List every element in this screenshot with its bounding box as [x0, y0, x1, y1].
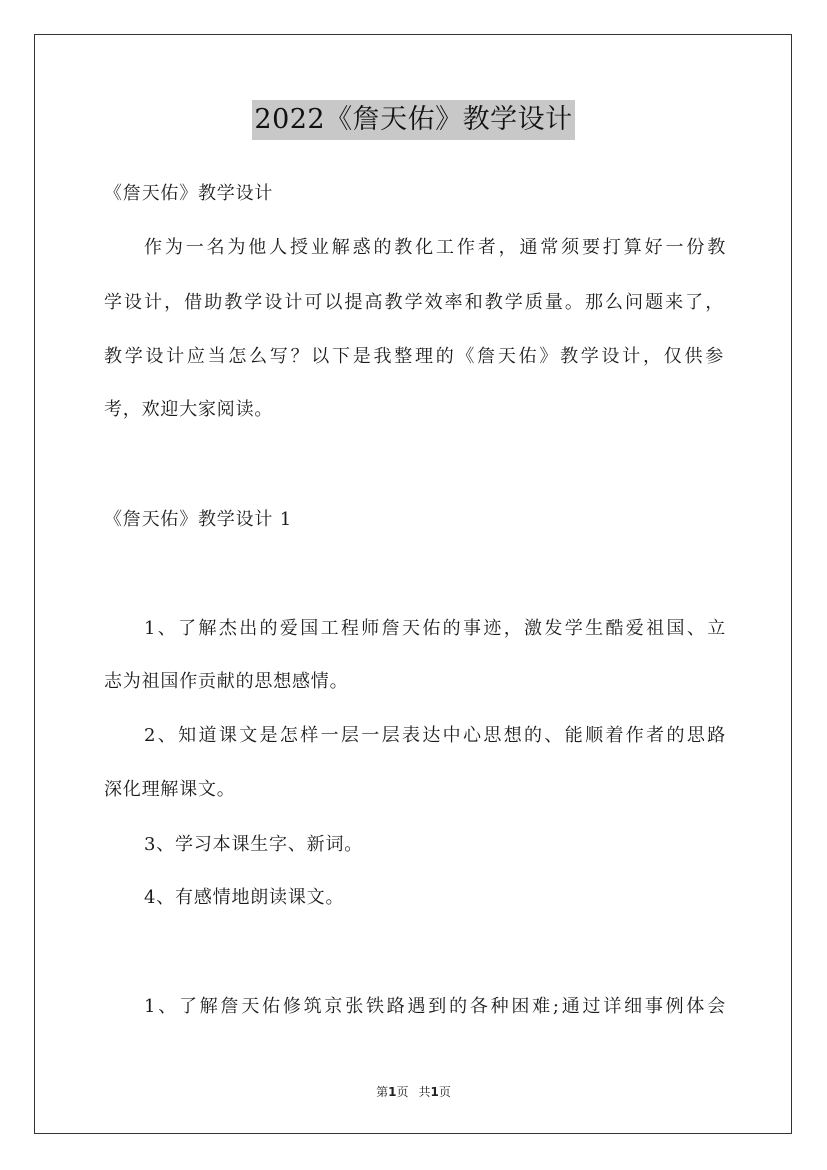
goal-line-3: 2、知道课文是怎样一层一层表达中心思想的、能顺着作者的思路: [144, 725, 726, 746]
footer-page-suffix: 页: [396, 1085, 409, 1099]
goal-line-4: 深化理解课文。: [104, 779, 236, 800]
document-subtitle: 《詹天佑》教学设计: [104, 183, 274, 204]
goal-line-1: 1、了解杰出的爱国工程师詹天佑的事迹，激发学生酷爱祖国、立: [144, 618, 726, 639]
footer-page-prefix: 第: [376, 1085, 389, 1099]
intro-line-2: 学设计，借助教学设计可以提高教学效率和教学质量。那么问题来了，: [104, 292, 724, 313]
footer-total-suffix: 页: [438, 1085, 451, 1099]
footer-total-number: 1: [430, 1085, 439, 1099]
document-title-text: 2022《詹天佑》教学设计: [252, 100, 574, 140]
section-heading: 《詹天佑》教学设计 1: [104, 509, 292, 530]
footer-total-prefix: 共: [418, 1085, 431, 1099]
intro-line-3: 教学设计应当怎么写？以下是我整理的《詹天佑》教学设计，仅供参: [104, 346, 724, 367]
key-point-line-1: 1、了解詹天佑修筑京张铁路遇到的各种困难;通过详细事例体会: [144, 996, 726, 1017]
document-title: [0, 100, 827, 140]
goal-line-6: 4、有感情地朗读课文。: [144, 887, 345, 908]
goal-line-5: 3、学习本课生字、新词。: [144, 834, 364, 855]
page-footer: [0, 1084, 827, 1100]
goal-line-2: 志为祖国作贡献的思想感情。: [104, 671, 349, 692]
intro-line-1: 作为一名为他人授业解惑的教化工作者，通常须要打算好一份教: [144, 237, 726, 258]
intro-line-4: 考，欢迎大家阅读。: [104, 399, 274, 420]
footer-page-number: 1: [388, 1085, 397, 1099]
